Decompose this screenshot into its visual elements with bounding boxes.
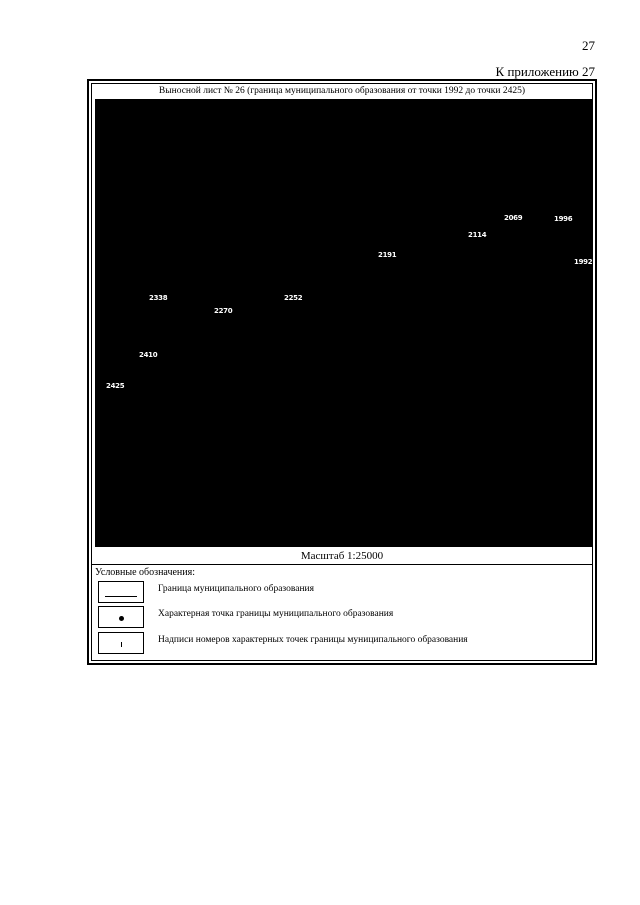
legend-swatch [98,632,144,654]
map-sheet-frame [91,83,593,661]
point-dot-icon [119,616,124,621]
legend-item-point [98,606,578,628]
point-label: 1996 [554,215,573,223]
legend-text: Надписи номеров характерных точек границы муниципального образования [158,635,468,645]
legend-text: Граница муниципального образования [158,584,314,594]
page-number: 27 [582,38,595,53]
map-sheet [87,79,597,665]
legend-swatch [98,606,144,628]
legend-swatch [98,581,144,603]
point-label: 2338 [149,294,168,302]
point-label: 2114 [468,231,487,239]
legend-item-label [98,632,578,654]
boundary-line-icon [105,596,137,597]
point-label: 2425 [106,382,125,390]
point-label: 2252 [284,294,303,302]
point-label: 2270 [214,307,233,315]
map-area[interactable] [95,99,592,547]
label-tick-icon [121,642,122,647]
point-label: 2410 [139,351,158,359]
point-label: 1992 [574,258,593,266]
point-label: 2069 [504,214,523,222]
legend-text: Характерная точка границы муниципального образования [158,609,394,619]
map-scale: Масштаб 1:25000 [92,549,592,565]
legend-title: Условные обозначения: [95,567,196,578]
legend-item-boundary [98,581,578,603]
map-title: Выносной лист № 26 (граница муниципального образования от точки 1992 до точки 2425) [158,86,526,96]
appendix-reference: К приложению 27 [495,64,595,79]
point-label: 2191 [378,251,397,259]
